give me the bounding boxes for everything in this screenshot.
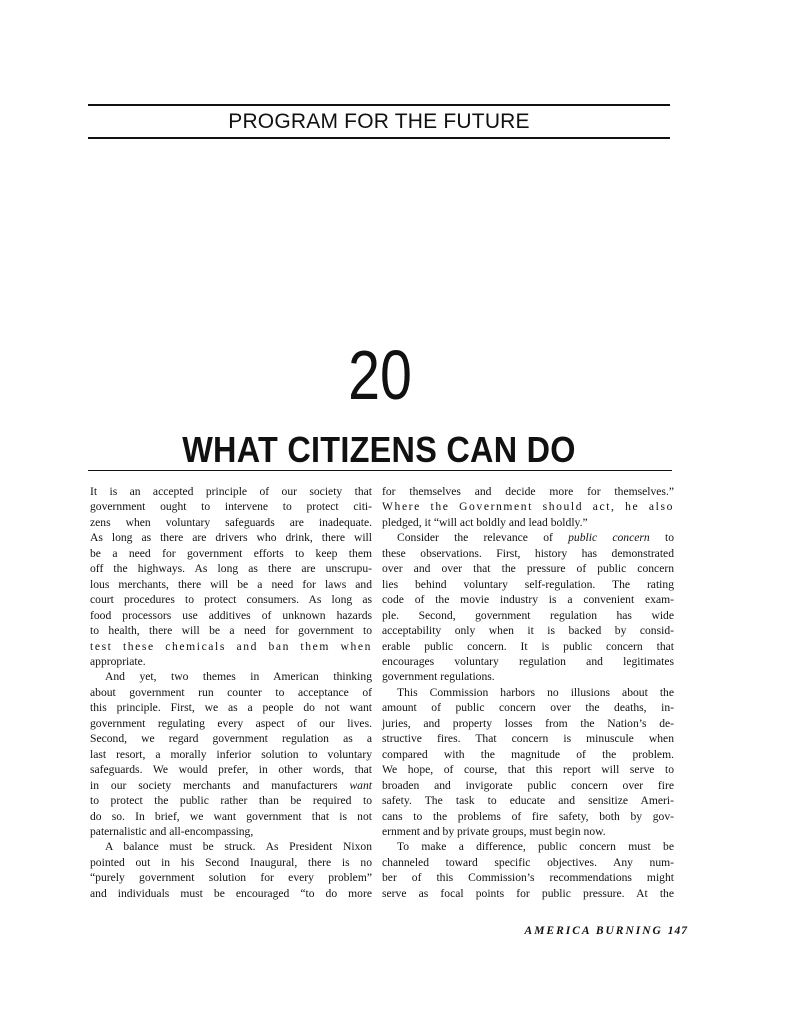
text-line: this principle. First, we as a people do not want [90,701,372,715]
text-line: “purely government solution for every problem” [90,871,372,885]
text-line: appropriate. [90,654,146,668]
body-column-left [90,484,372,901]
text-line: food processors use additives of unknown hazards [90,608,372,622]
text-line: safety. The task to educate and sensitize Ameri- [382,794,674,808]
text-line: these observations. First, history has demonstrated [382,546,674,560]
section-heading: PROGRAM FOR THE FUTURE [228,110,530,133]
text-line: do so. In brief, we want government that is not [90,809,372,823]
text-line: acceptability only when it is backed by consid- [382,624,674,638]
text-line: It is an accepted principle of our society that [90,485,372,498]
body-column-right [382,484,674,901]
text-line: off the highways. As long as there are unscrupu- [90,562,372,576]
text-line [90,778,372,793]
chapter-title-rule [88,470,672,471]
text-line: Second, we regard government regulation as a [90,732,372,746]
text-line: lies behind voluntary self-regulation. The rating [382,577,674,591]
emphasis-text: want [349,778,372,792]
page-footer [525,925,688,937]
page-number: 147 [667,925,688,937]
text-line: last resort, a morally inferior solution to voluntary [90,747,372,761]
paragraph-start: To make a difference, public concern must be [397,840,674,854]
text-line: to health, there will be a need for government to [90,624,372,638]
paragraph-start: This Commission harbors no illusions about the [397,685,674,699]
text-line: pledged, it “will act boldly and lead boldly.” [382,515,588,529]
text-line: ernment and by private groups, must begin now. [382,824,606,838]
text-line: channeled toward specific objectives. Any num- [382,855,674,869]
header-rule-bottom [88,137,670,139]
text-segment: in our society merchants and manufacturers [90,778,338,792]
text-line: We hope, of course, that this report will serve to [382,763,674,777]
text-line: As long as there are drivers who drink, there will [90,531,372,545]
text-line: over and over that the pressure of public concern [382,562,674,576]
paragraph-start: And yet, two themes in American thinking [105,670,372,684]
header-rule-top [88,104,670,106]
text-line: be a need for government efforts to keep them [90,546,372,560]
text-line: lous merchants, there will be a need for laws and [90,577,372,591]
text-line: for themselves and decide more for themselves.” [382,485,674,498]
text-line: code of the movie industry is a convenient exam- [382,593,674,607]
text-line: government regulating every aspect of our lives. [90,716,372,730]
chapter-title: WHAT CITIZENS CAN DO [182,429,576,470]
text-line: court procedures to protect consumers. As long as [90,593,372,607]
text-line: paternalistic and all-encompassing, [90,824,254,838]
text-line: ple. Second, government regulation has wide [382,608,674,622]
text-line: structive fires. That concern is minuscule when [382,732,674,746]
text-line: zens when voluntary safeguards are inadequate. [90,515,372,529]
text-line: broaden and invigorate public concern over fire [382,778,674,792]
text-line: encourages voluntary regulation and legitimates [382,654,674,668]
text-line: to protect the public rather than be required to [90,794,372,808]
text-segment: Consider the relevance of [397,531,553,545]
emphasis-text: public concern [568,531,650,545]
paragraph-start: A balance must be struck. As President Nixon [105,840,372,854]
text-line: erable public concern. It is public concern that [382,639,674,653]
text-line: Where the Government should act, he also [382,500,674,514]
text-line: juries, and property losses from the Nation’s de- [382,716,674,730]
text-line: and individuals must be encouraged “to do more [90,886,372,900]
text-line: amount of public concern over the deaths, in- [382,701,674,715]
text-line: government regulations. [382,670,495,684]
text-line: about government run counter to acceptance of [90,685,372,699]
running-footer-title: AMERICA BURNING [524,925,663,937]
text-line: ber of this Commission’s recommendations might [382,871,674,885]
text-line: test these chemicals and ban them when [90,639,372,653]
paragraph-start [382,530,674,545]
text-line: serve as focal points for public pressure. At the [382,886,674,900]
text-line: pointed out in his Second Inaugural, there is no [90,855,372,869]
text-line: compared with the magnitude of the problem. [382,747,674,761]
text-line: cans to the problems of fire safety, both by gov- [382,809,674,823]
text-line: government ought to intervene to protect citi- [90,500,372,514]
text-segment: to [664,531,674,545]
chapter-number: 20 [348,336,412,414]
text-line: safeguards. We would prefer, in other words, that [90,763,372,777]
